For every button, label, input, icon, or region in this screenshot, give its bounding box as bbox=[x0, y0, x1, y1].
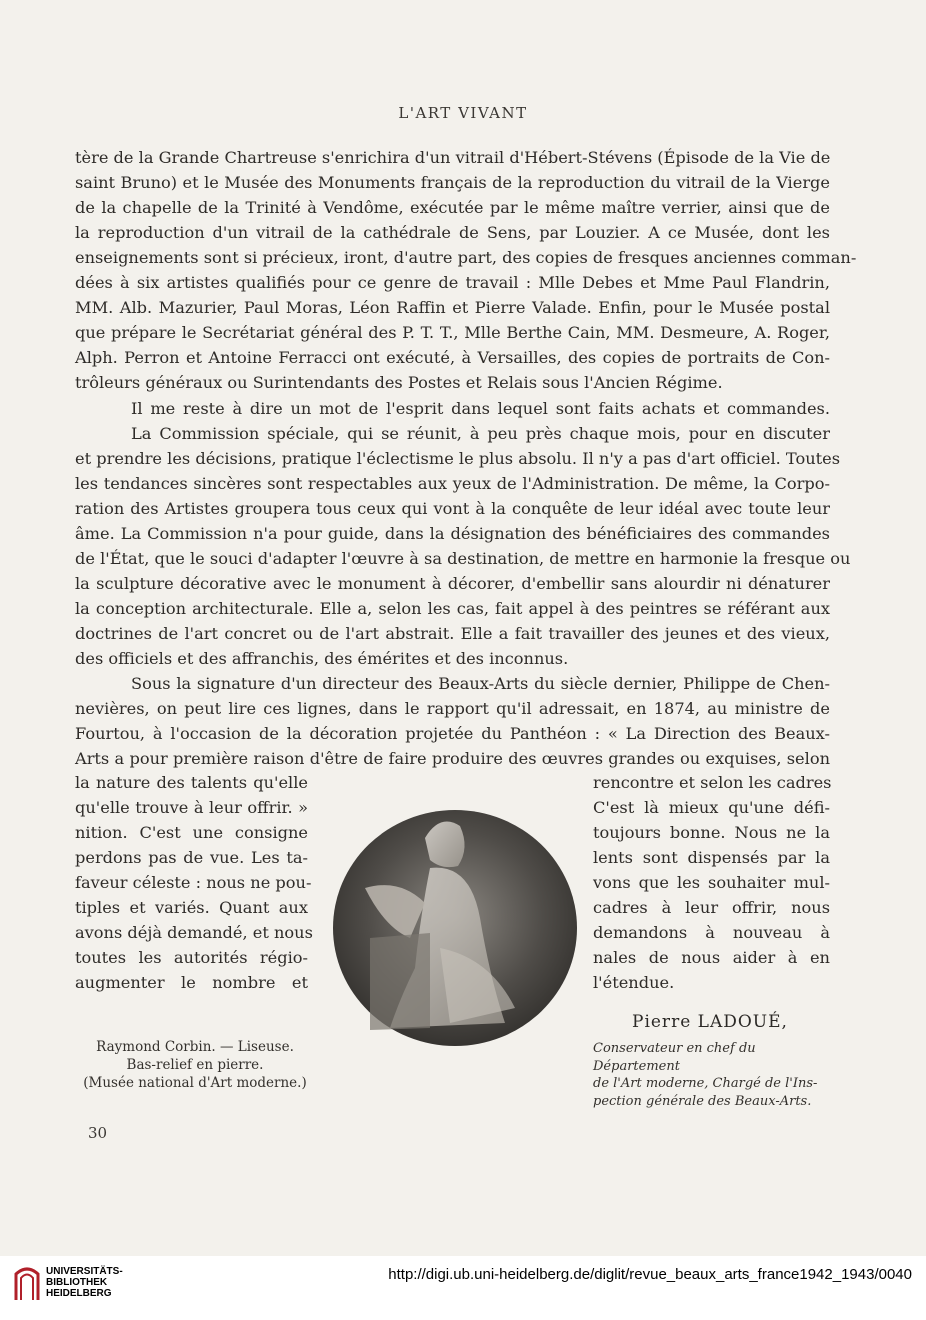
library-logo-icon bbox=[12, 1264, 42, 1304]
text-line: lents sont dispensés par la bbox=[593, 848, 830, 868]
text-line: que prépare le Secrétariat général des P. T. T., Mlle Berthe Cain, MM. Desmeure, A. Roger, bbox=[75, 323, 830, 343]
author-signature: Pierre LADOUÉ, bbox=[632, 1012, 788, 1032]
text-line: demandons à nouveau à bbox=[593, 923, 830, 943]
text-line: de la chapelle de la Trinité à Vendôme, exécutée par le même maître verrier, ainsi que de bbox=[75, 198, 830, 218]
text-line: vons que les souhaiter mul- bbox=[593, 873, 830, 893]
page-number: 30 bbox=[88, 1124, 108, 1142]
text-line: qu'elle trouve à leur offrir. » bbox=[75, 798, 308, 818]
text-line: Alph. Perron et Antoine Ferracci ont exécuté, à Versailles, des copies de portraits de Con- bbox=[75, 348, 830, 368]
author-title-line: Conservateur en chef du Département bbox=[593, 1041, 756, 1074]
text-line: des officiels et des affranchis, des émérites et des inconnus. bbox=[75, 649, 569, 668]
text-line: les tendances sincères sont respectables aux yeux de l'Administration. De même, la Corpo- bbox=[75, 473, 830, 493]
text-line: ration des Artistes groupera tous ceux qui vont à la conquête de leur idéal avec toute leur bbox=[75, 498, 830, 518]
text-line: cadres à leur offrir, nous bbox=[593, 898, 830, 918]
text-line: nevières, on peut lire ces lignes, dans le rapport qu'il adressait, en 1874, au ministre de bbox=[75, 699, 830, 719]
text-line: augmenter le nombre et bbox=[75, 973, 308, 993]
running-title: L'ART VIVANT bbox=[398, 104, 528, 122]
text-line: nales de nous aider à en bbox=[593, 948, 830, 968]
text-line: avons déjà demandé, et nous bbox=[75, 923, 313, 943]
text-line: trôleurs généraux ou Surintendants des Postes et Relais sous l'Ancien Régime. bbox=[75, 373, 723, 393]
caption-medium: Bas-relief en pierre. bbox=[126, 1057, 264, 1073]
author-title-line: pection générale des Beaux-Arts. bbox=[593, 1093, 812, 1109]
library-name bbox=[46, 1266, 123, 1299]
text-line: dées à six artistes qualifiés pour ce genre de travail : Mlle Debes et Mme Paul Flandrin, bbox=[75, 273, 830, 293]
text-line: Sous la signature d'un directeur des Beaux-Arts du siècle dernier, Philippe de Chen- bbox=[131, 674, 830, 694]
library-name-line: UNIVERSITÄTS- bbox=[46, 1266, 123, 1277]
text-line: la sculpture décorative avec le monument à décorer, d'embellir sans alourdir ni dénaturer bbox=[75, 573, 830, 593]
bas-relief-medallion-image bbox=[330, 808, 580, 1048]
text-line: doctrines de l'art concret ou de l'art abstrait. Elle a fait travailler des jeunes et des vieux, bbox=[75, 623, 830, 643]
text-line: la nature des talents qu'elle bbox=[75, 773, 308, 792]
text-line: faveur céleste : nous ne pou- bbox=[75, 873, 312, 893]
text-line: enseignements sont si précieux, iront, d'autre part, des copies de fresques anciennes comman- bbox=[75, 248, 857, 268]
library-name-line: HEIDELBERG bbox=[46, 1288, 112, 1299]
library-name-line: BIBLIOTHEK bbox=[46, 1277, 108, 1288]
caption-collection: (Musée national d'Art moderne.) bbox=[83, 1075, 307, 1091]
text-line: rencontre et selon les cadres bbox=[593, 773, 832, 792]
text-line: Arts a pour première raison d'être de faire produire des œuvres grandes ou exquises, selon bbox=[75, 749, 830, 769]
text-line: toujours bonne. Nous ne la bbox=[593, 823, 830, 843]
author-title bbox=[593, 1040, 833, 1110]
text-line: l'étendue. bbox=[593, 973, 675, 993]
text-line: la reproduction d'un vitrail de la cathédrale de Sens, par Louzier. A ce Musée, dont les bbox=[75, 223, 830, 243]
digitization-footer bbox=[0, 1256, 926, 1320]
text-line: tère de la Grande Chartreuse s'enrichira d'un vitrail d'Hébert-Stévens (Épisode de la Vie de bbox=[75, 148, 831, 167]
text-line: la conception architecturale. Elle a, selon les cas, fait appel à des peintres se référant aux bbox=[75, 598, 830, 618]
text-line: nition. C'est une consigne bbox=[75, 823, 308, 843]
text-line: toutes les autorités régio- bbox=[75, 948, 308, 968]
text-line: perdons pas de vue. Les ta- bbox=[75, 848, 308, 868]
text-line: et prendre les décisions, pratique l'éclectisme le plus absolu. Il n'y a pas d'art officiel. Toutes bbox=[75, 448, 841, 468]
source-url-link[interactable]: http://digi.ub.uni-heidelberg.de/diglit/revue_beaux_arts_france1942_1943/0040 bbox=[388, 1266, 912, 1283]
caption-title: Raymond Corbin. — Liseuse. bbox=[96, 1039, 294, 1055]
text-line: C'est là mieux qu'une défi- bbox=[593, 798, 830, 818]
text-line: La Commission spéciale, qui se réunit, à peu près chaque mois, pour en discuter bbox=[131, 423, 830, 443]
text-line: âme. La Commission n'a pour guide, dans la désignation des bénéficiaires des commandes bbox=[75, 523, 830, 543]
text-line: Fourtou, à l'occasion de la décoration projetée du Panthéon : « La Direction des Beaux- bbox=[75, 724, 830, 744]
text-line: Il me reste à dire un mot de l'esprit dans lequel sont faits achats et commandes. bbox=[131, 398, 830, 418]
text-line: tiples et variés. Quant aux bbox=[75, 898, 308, 918]
image-caption bbox=[75, 1038, 315, 1092]
text-line: MM. Alb. Mazurier, Paul Moras, Léon Raffin et Pierre Valade. Enfin, pour le Musée postal bbox=[75, 298, 830, 318]
text-line: de l'État, que le souci d'adapter l'œuvre à sa destination, de mettre en harmonie la fresque ou bbox=[75, 548, 851, 568]
author-title-line: de l'Art moderne, Chargé de l'Ins- bbox=[593, 1076, 818, 1091]
text-line: saint Bruno) et le Musée des Monuments français de la reproduction du vitrail de la Vierge bbox=[75, 173, 830, 193]
